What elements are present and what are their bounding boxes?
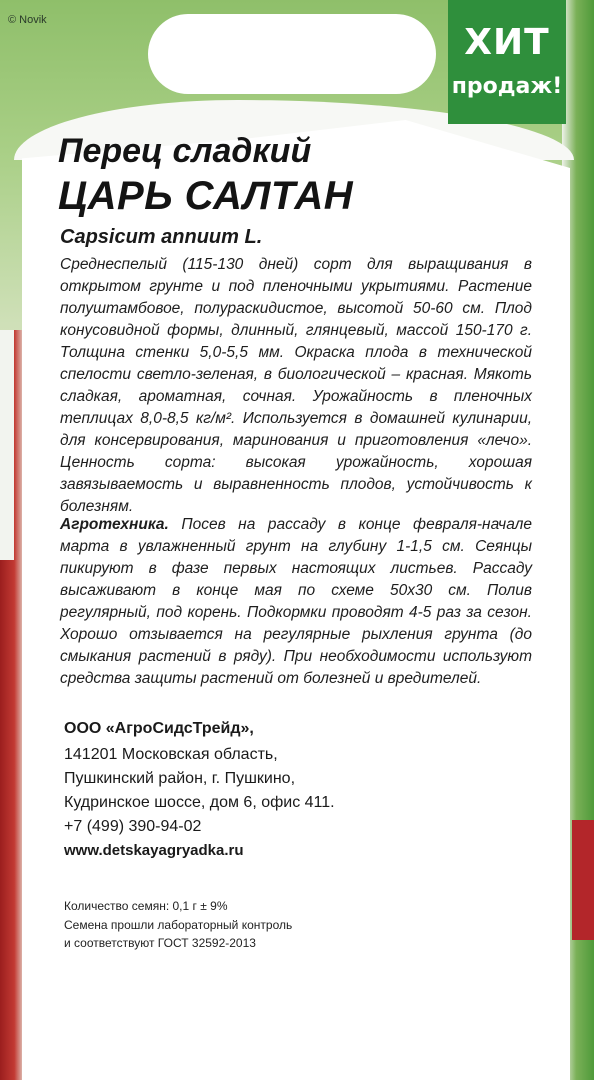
seed-quantity: Количество семян: 0,1 г ± 9% bbox=[64, 899, 228, 913]
company-name: ООО «АгроСидсТрейд», bbox=[64, 720, 254, 737]
copyright: © Novik bbox=[8, 14, 47, 26]
phone: +7 (499) 390-94-02 bbox=[64, 818, 202, 835]
latin-name: Capsicum annuum L. bbox=[60, 226, 263, 248]
agrotechnics-label: Агротехника. bbox=[60, 516, 169, 533]
bestseller-badge bbox=[448, 0, 566, 124]
address-line2: Пушкинский район, г. Пушкино, bbox=[64, 770, 296, 787]
lab-control-line2: и соответствуют ГОСТ 32592-2013 bbox=[64, 936, 256, 950]
badge-line2: продаж! bbox=[451, 74, 563, 99]
hanger-hole bbox=[148, 14, 436, 94]
description: Среднеспелый (115-130 дней) сорт для выращивания в открытом грунте и под пленочными укрытиями. Растение полуштамбовое, полураскидистое, высотой 50-60 см. Плод конусовидной формы, длинный, глянцевый, массой 150-170 г. Толщина стенки 5,0-5,5 мм. Окраска плода в технической спелости светло-зеленая, в биологической – красная. Мякоть сладкая, ароматная, сочная. Урожайность в пленочных теплицах 8,0-8,5 кг/м². Используется в домашней кулинарии, для консервирования, маринования и приготовления «лечо». Ценность сорта: высокая урожайность, хорошая завязываемость и выравненность плодов, устойчивость к болезням. bbox=[60, 256, 532, 515]
badge-line1: ХИТ bbox=[464, 22, 550, 63]
variety-name: ЦАРЬ САЛТАН bbox=[58, 174, 354, 218]
agrotechnics bbox=[60, 514, 532, 690]
lab-control-line1: Семена прошли лабораторный контроль bbox=[64, 918, 293, 932]
product-type: Перец сладкий bbox=[58, 132, 312, 170]
website: www.detskayagryadka.ru bbox=[64, 842, 244, 859]
address-line3: Кудринское шоссе, дом 6, офис 411. bbox=[64, 794, 335, 811]
pepper-fruit-right bbox=[572, 820, 594, 940]
agrotechnics-text: Посев на рассаду в конце февраля-начале марта в увлажненный грунт на глубину 1-1,5 см. Сеянцы пикируют в фазе первых настоящих листьев. Рассаду высаживают в конце мая по схеме 50х30 см. Полив регулярный, под корень. Подкормки проводят 4-5 раз за сезон. Хорошо отзывается на регулярные рыхления грунта (до смыкания растений в ряду). При необходимости используют средства защиты растений от болезней и вредителей. bbox=[60, 516, 532, 687]
address-line1: 141201 Московская область, bbox=[64, 746, 278, 763]
pepper-image-highlight bbox=[0, 330, 14, 560]
